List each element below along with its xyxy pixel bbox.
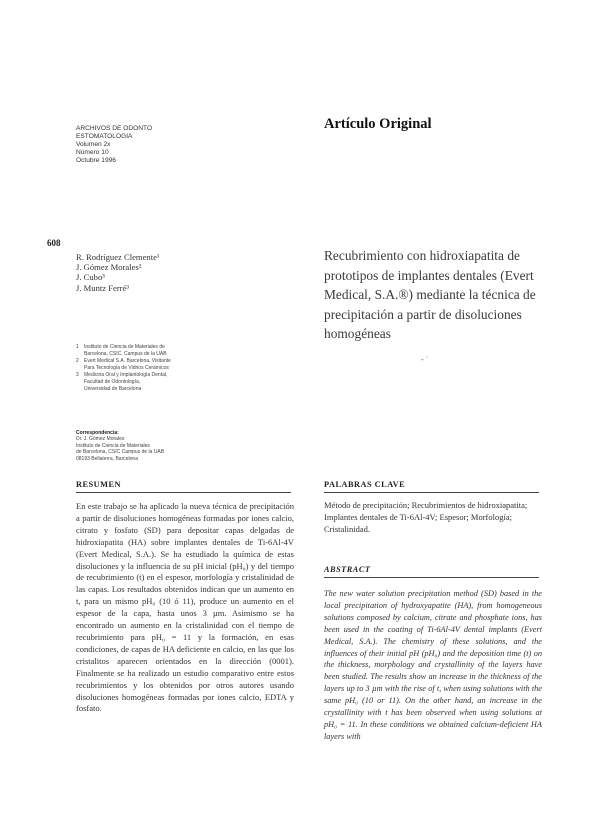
journal-number: Número 10 bbox=[76, 149, 109, 157]
resumen-text: En este trabajo se ha aplicado la nueva técnica de precipitación a partir de disoluciones homogéneas formadas por iones calcio, citrato y fosfato (SD) para depositar capas delgadas de hidroxiapatita (HA) sobre implantes dentales de Ti-6Al-4V (Evert Medical, S.A.). Se ha estudiado la química de estas disoluciones y la influencia de su pH inicial (pH₀) y del tiempo de recubrimiento (t) en el espesor, morfología y cristalinidad de las capas. Los resultados obtenidos indican que un aumento en t, para un mismo pH₀ (10 ó 11), produce un aumento en el espesor de la capa, hasta unos 3 µm. Asimismo se ha encontrado un aumento en la cristalinidad con el tiempo de recubrimiento para pH₀ = 11 y la formación, en esas condiciones, de capas de HA deficiente en calcio, en las que los cristalitos aparecen orientados en la dirección (0001). Finalmente se ha realizado un estudio comparativo entre estos recubrimientos y los obtenidos por otros autores usando disoluciones homogéneas formadas por iones calcio, EDTA y fosfato. bbox=[76, 501, 294, 714]
title-mark: - ˙ bbox=[421, 355, 429, 364]
abstract-heading: ABSTRACT bbox=[324, 565, 371, 574]
affiliation-number: 2 bbox=[76, 358, 79, 364]
journal-name-line1: ARCHIVOS DE ODONTO bbox=[76, 125, 153, 132]
keywords-text: Método de precipitación; Recubrimientos de hidroxiapatita; Implantes dentales de Ti-6Al-4V; Espesor; Morfología; Cristalinidad. bbox=[324, 500, 528, 534]
author-list bbox=[76, 252, 216, 293]
affiliation-item bbox=[76, 344, 226, 358]
correspondence-heading: Correspondencia: bbox=[76, 430, 119, 436]
affiliation-text: Instituto de Ciencia de Materiales de Barcelona, CSIC, Campus de la UAB bbox=[84, 344, 167, 357]
page-number: 608 bbox=[47, 238, 61, 248]
journal-info bbox=[76, 125, 226, 165]
resumen-heading: RESUMEN bbox=[76, 480, 121, 489]
keywords-divider bbox=[324, 492, 539, 493]
section-title: Artículo Original bbox=[324, 116, 432, 132]
resumen-divider bbox=[76, 492, 291, 493]
keywords-heading: PALABRAS CLAVE bbox=[324, 480, 406, 489]
abstract-text: The new water solution precipitation method (SD) based in the local precipitation of hydroxyapatite (HA), from homogeneous solutions composed by calcium, citrate and phosphate ions, has been used in the coating of Ti-6Al-4V dental implants (Evert Medical, S.A.). The chemistry of these solutions, and the influences of their initial pH (pH₀) and the deposition time (t) on the thickness, morphology and crystallinity of the layers have been studied. The results show an increase in the thickness of the layers up to 3 µm with the rise of t, when using solutions with the same pH₀ (10 or 11). On the other hand, an increase in the crystallinity with t has been observed when using solutions at pH₀ = 11. In these conditions we obtained calcium-deficient HA layers with bbox=[324, 589, 542, 741]
article-title: Recubrimiento con hidroxiapatita de prototipos de implantes dentales (Evert Medical, S.A.®) mediante la técnica de precipitación a partir de disoluciones homogéneas bbox=[324, 248, 536, 341]
journal-date: Octubre 1996 bbox=[76, 157, 116, 165]
author: J. Cubo³ bbox=[76, 272, 105, 283]
author: R. Rodríguez Clemente¹ bbox=[76, 252, 160, 262]
affiliation-number: 3 bbox=[76, 372, 79, 378]
abstract-divider bbox=[324, 577, 539, 578]
affiliation-item bbox=[76, 358, 226, 372]
affiliation-number: 1 bbox=[76, 344, 79, 350]
correspondence-address: Dr. J. Gómez Morales Instituto de Ciencia de Materiales de Barcelona, CSIC Campus de la UAB 08193 Bellaterra, Barcelona bbox=[76, 436, 165, 462]
journal-volume: Volumen 2x bbox=[76, 141, 111, 149]
affiliation-text: Medicina Oral y Implantología Dental, Facultad de Odontología, Universidad de Barcelona bbox=[84, 372, 168, 392]
correspondence bbox=[76, 430, 226, 462]
author: J. Gómez Morales² bbox=[76, 262, 142, 273]
journal-name-line2: ESTOMATOLOGIA bbox=[76, 133, 133, 141]
affiliations bbox=[76, 344, 226, 393]
affiliation-text: Evert Medical S.A. Barcelona, Visitante Para Tecnología de Vidrios Cerámicos bbox=[84, 358, 171, 371]
affiliation-item bbox=[76, 372, 226, 393]
author: J. Muntz Ferré³ bbox=[76, 282, 129, 293]
